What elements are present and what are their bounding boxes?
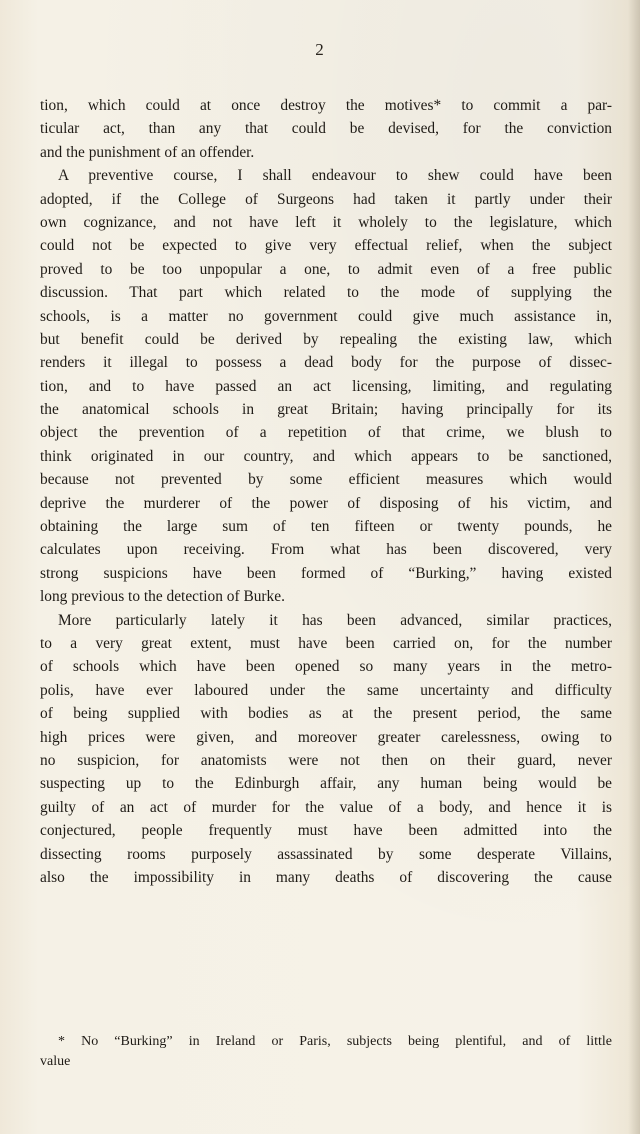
text-line: could not be expected to give very effectual relief, when the subject: [40, 237, 612, 255]
text-line: schools, is a matter no government could give much assistance in,: [40, 307, 612, 325]
text-line: adopted, if the College of Surgeons had taken it partly under their: [40, 190, 612, 208]
text-line: of schools which have been opened so many years in the metro-: [40, 658, 612, 676]
text-line: object the prevention of a repetition of that crime, we blush to: [40, 424, 612, 442]
text-line: dissecting rooms purposely assassinated by some desperate Villains,: [40, 845, 612, 863]
body-text: [40, 94, 612, 889]
text-line: obtaining the large sum of ten fifteen or twenty pounds, he: [40, 518, 612, 536]
text-line: tion, and to have passed an act licensing, limiting, and regulating: [40, 377, 612, 395]
text-line: but benefit could be derived by repealing the existing law, which: [40, 330, 612, 348]
footnote-line: value: [40, 1054, 71, 1069]
text-line: strong suspicions have been formed of “Burking,” having existed: [40, 564, 612, 582]
text-line: conjectured, people frequently must have been admitted into the: [40, 822, 612, 840]
text-line: ticular act, than any that could be devised, for the conviction: [40, 120, 612, 138]
text-line: think originated in our country, and which appears to be sanctioned,: [40, 447, 612, 465]
text-line: because not prevented by some efficient measures which would: [40, 471, 612, 489]
text-line: A preventive course, I shall endeavour to shew could have been: [58, 167, 612, 185]
page-edge-shadow: [628, 0, 640, 1134]
text-line: More particularly lately it has been advanced, similar practices,: [58, 611, 612, 629]
text-line: guilty of an act of murder for the value of a body, and hence it is: [40, 798, 612, 816]
text-line: long previous to the detection of Burke.: [40, 588, 285, 606]
text-line: renders it illegal to possess a dead body for the purpose of dissec-: [40, 354, 612, 372]
text-line: own cognizance, and not have left it wholely to the legislature, which: [40, 213, 612, 231]
text-line: calculates upon receiving. From what has been discovered, very: [40, 541, 612, 559]
footnote: [40, 1032, 612, 1072]
text-line: and the punishment of an offender.: [40, 143, 255, 161]
page-number: 2: [315, 40, 325, 59]
text-line: of being supplied with bodies as at the present period, the same: [40, 705, 612, 723]
text-line: high prices were given, and moreover greater carelessness, owing to: [40, 728, 612, 746]
text-line: suspecting up to the Edinburgh affair, any human being would be: [40, 775, 612, 793]
text-line: the anatomical schools in great Britain; having principally for its: [40, 401, 612, 419]
text-line: polis, have ever laboured under the same uncertainty and difficulty: [40, 681, 612, 699]
text-line: proved to be too unpopular a one, to admit even of a free public: [40, 260, 612, 278]
footnote-line: * No “Burking” in Ireland or Paris, subjects being plentiful, and of little: [58, 1034, 612, 1049]
text-line: to a very great extent, must have been carried on, for the number: [40, 634, 612, 652]
text-line: tion, which could at once destroy the motives* to commit a par-: [40, 97, 612, 114]
text-line: deprive the murderer of the power of disposing of his victim, and: [40, 494, 612, 512]
text-line: also the impossibility in many deaths of discovering the cause: [40, 868, 612, 886]
text-line: no suspicion, for anatomists were not then on their guard, never: [40, 751, 612, 769]
text-line: discussion. That part which related to the mode of supplying the: [40, 284, 612, 302]
